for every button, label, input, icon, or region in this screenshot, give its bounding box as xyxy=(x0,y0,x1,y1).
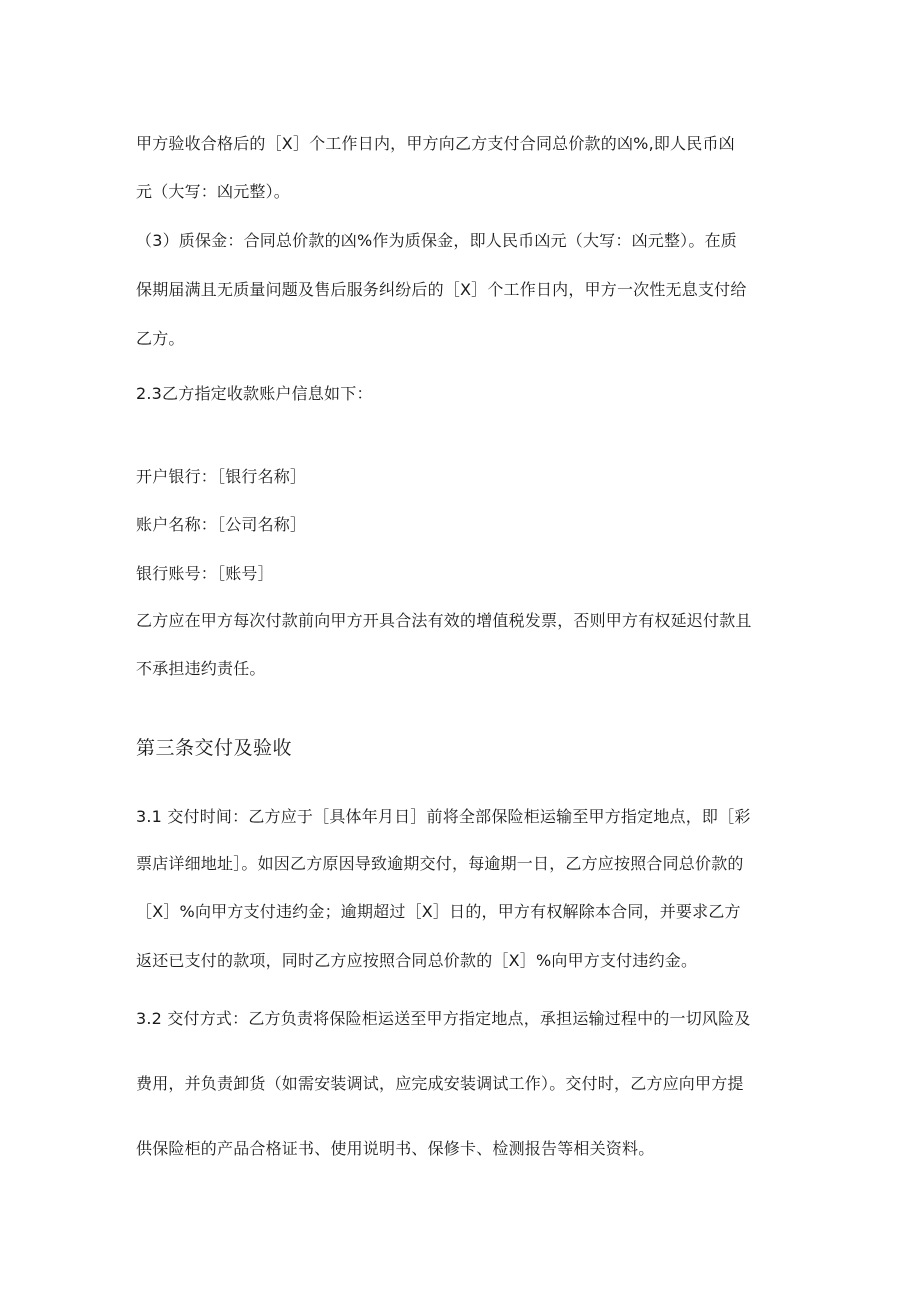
paragraph-line: 元（大写：凶元整）。 xyxy=(136,182,291,201)
section-subheading: 2.3乙方指定收款账户信息如下： xyxy=(136,384,373,403)
paragraph-line: 甲方验收合格后的［X］个工作日内，甲方向乙方支付合同总价款的凶%,即人民币凶 xyxy=(136,134,735,153)
paragraph-line: 保期届满且无质量问题及售后服务纠纷后的［X］个工作日内，甲方一次性无息支付给 xyxy=(136,280,747,299)
paragraph-line: 乙方应在甲方每次付款前向甲方开具合法有效的增值税发票，否则甲方有权延迟付款且 xyxy=(136,611,752,630)
paragraph-line: 3.1 交付时间：乙方应于［具体年月日］前将全部保险柜运输至甲方指定地点，即［彩 xyxy=(136,807,751,826)
paragraph-line: ［X］%向甲方支付违约金；逾期超过［X］日的，甲方有权解除本合同，并要求乙方 xyxy=(136,902,741,921)
account-bank-line: 开户银行：［银行名称］ xyxy=(136,467,307,486)
paragraph-line: 返还已支付的款项，同时乙方应按照合同总价款的［X］%向甲方支付违约金。 xyxy=(136,951,698,970)
paragraph-line: 票店详细地址］。如因乙方原因导致逾期交付，每逾期一日，乙方应按照合同总价款的 xyxy=(136,854,744,873)
paragraph-line: （3）质保金：合同总价款的凶%作为质保金，即人民币凶元（大写：凶元整）。在质 xyxy=(136,231,737,250)
paragraph-line: 乙方。 xyxy=(136,329,185,348)
paragraph-line: 供保险柜的产品合格证书、使用说明书、保修卡、检测报告等相关资料。 xyxy=(136,1139,655,1158)
account-name-line: 账户名称：［公司名称］ xyxy=(136,515,307,534)
paragraph-line: 费用，并负责卸货（如需安装调试，应完成安装调试工作）。交付时，乙方应向甲方提 xyxy=(136,1074,744,1093)
paragraph-line: 3.2 交付方式：乙方负责将保险柜运送至甲方指定地点，承担运输过程中的一切风险及 xyxy=(136,1009,751,1028)
account-number-line: 银行账号：［账号］ xyxy=(136,564,274,583)
paragraph-line: 不承担违约责任。 xyxy=(136,659,266,678)
section-heading: 第三条交付及验收 xyxy=(136,737,293,759)
